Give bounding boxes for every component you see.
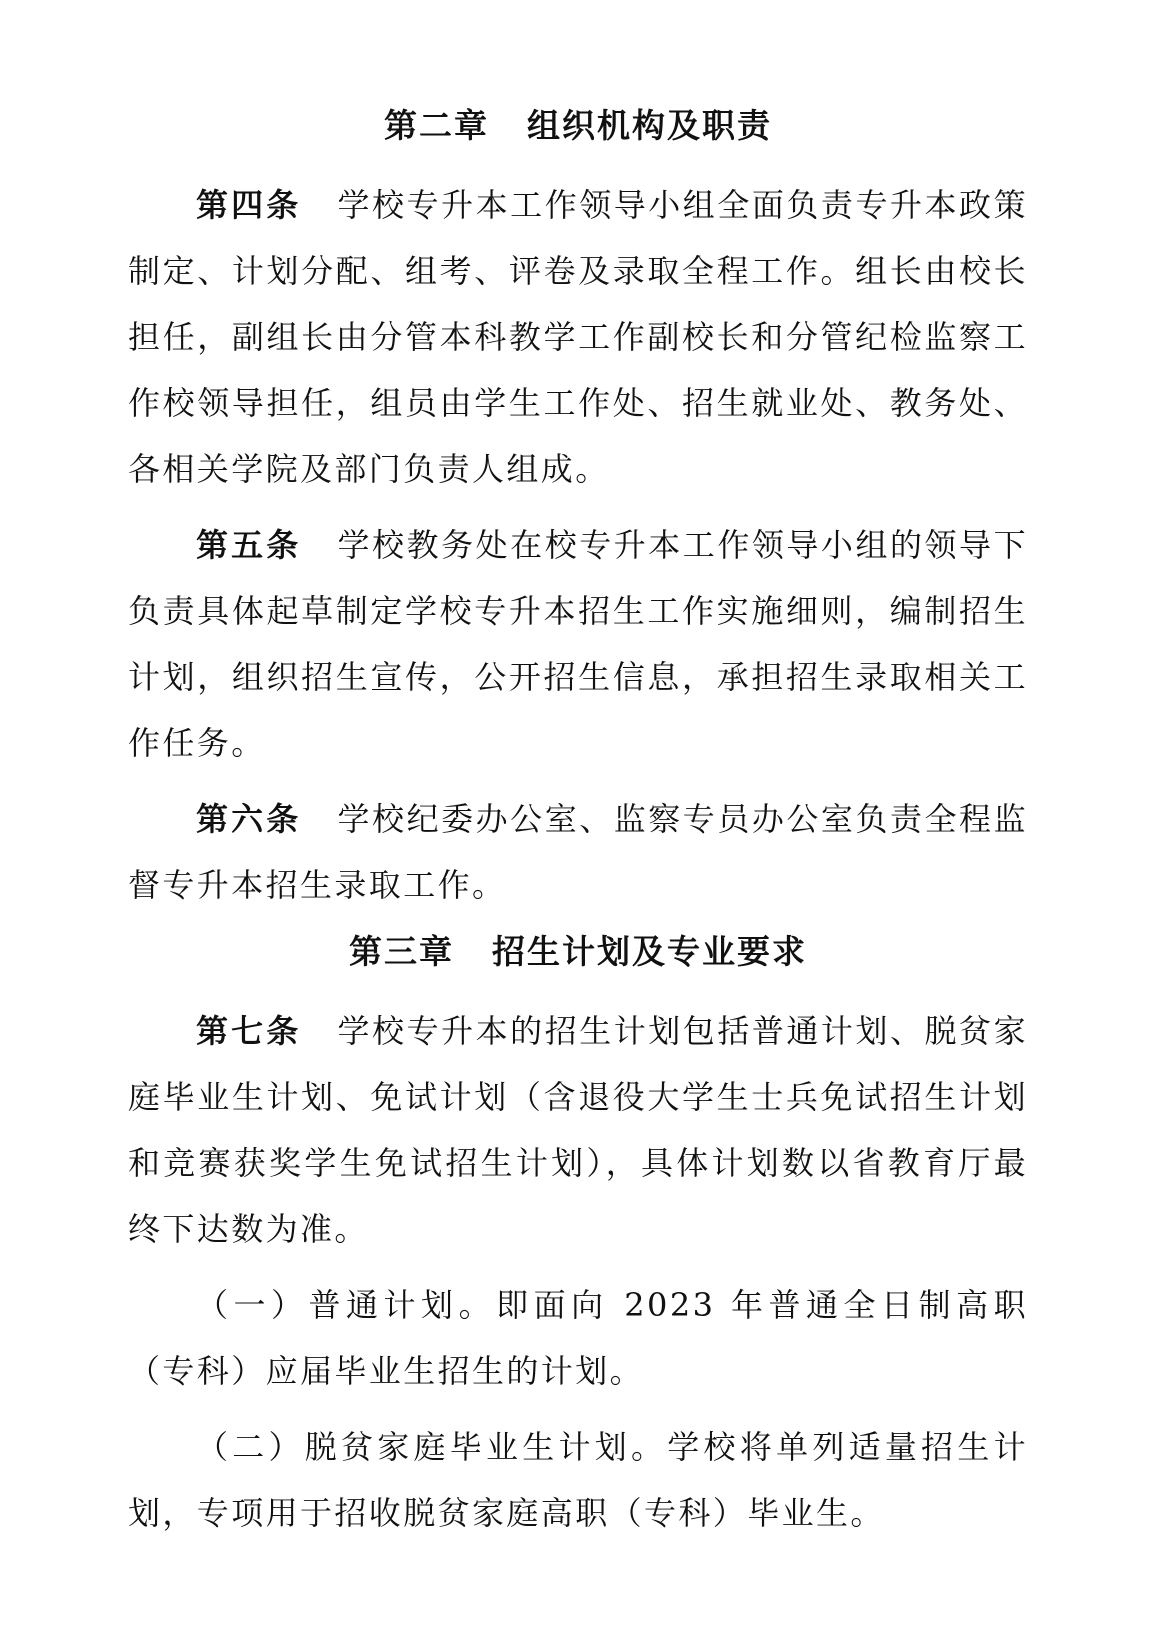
chapter-3-heading bbox=[128, 928, 1028, 976]
article-4 bbox=[128, 172, 1028, 502]
chapter-3-title: 招生计划及专业要求 bbox=[492, 932, 807, 971]
article-5-head: 第五条 bbox=[196, 526, 302, 564]
article-7 bbox=[128, 998, 1028, 1262]
chapter-3-number: 第三章 bbox=[349, 932, 454, 971]
chapter-2-heading bbox=[128, 102, 1028, 150]
article-4-text: 学校专升本工作领导小组全面负责专升本政策制定、计划分配、组考、评卷及录取全程工作。组长由校长担任，副组长由分管本科教学工作副校长和分管纪检监察工作校领导担任，组员由学生工作处、招生就业处、教务处、各相关学院及部门负责人组成。 bbox=[128, 186, 1028, 488]
article-7-item-2: （二）脱贫家庭毕业生计划。学校将单列适量招生计划，专项用于招收脱贫家庭高职（专科）毕业生。 bbox=[128, 1428, 1028, 1532]
chapter-2-title: 组织机构及职责 bbox=[527, 106, 772, 145]
article-7-head: 第七条 bbox=[196, 1012, 302, 1050]
article-6 bbox=[128, 786, 1028, 918]
chapter-2-number: 第二章 bbox=[384, 106, 489, 145]
article-6-head: 第六条 bbox=[196, 800, 302, 838]
article-7-item-1: （一）普通计划。即面向 2023 年普通全日制高职（专科）应届毕业生招生的计划。 bbox=[128, 1286, 1028, 1390]
article-6-text: 学校纪委办公室、监察专员办公室负责全程监督专升本招生录取工作。 bbox=[128, 800, 1028, 904]
article-5 bbox=[128, 512, 1028, 776]
article-4-head: 第四条 bbox=[196, 186, 302, 224]
article-7-text: 学校专升本的招生计划包括普通计划、脱贫家庭毕业生计划、免试计划（含退役大学生士兵免试招生计划和竞赛获奖学生免试招生计划），具体计划数以省教育厅最终下达数为准。 bbox=[128, 1012, 1028, 1248]
article-5-text: 学校教务处在校专升本工作领导小组的领导下负责具体起草制定学校专升本招生工作实施细则，编制招生计划，组织招生宣传，公开招生信息，承担招生录取相关工作任务。 bbox=[128, 526, 1028, 762]
